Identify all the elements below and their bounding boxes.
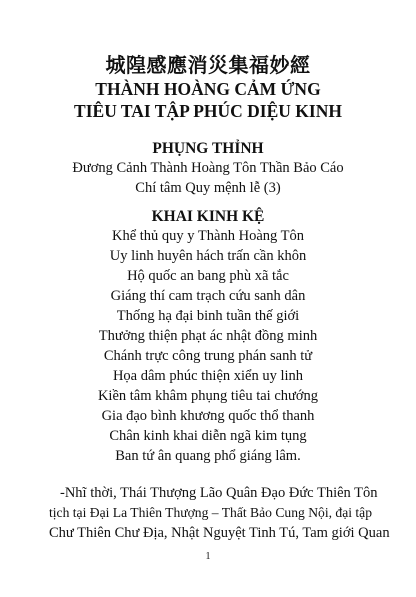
- title-line-2: TIÊU TAI TẬP PHÚC DIỆU KINH: [74, 101, 342, 121]
- verse-line: Chánh trực công trung phán sanh tử: [103, 348, 313, 364]
- verse-line: Uy linh huyên hách trấn cần khôn: [109, 248, 307, 264]
- title-line-1: THÀNH HOÀNG CẢM ỨNG: [95, 79, 321, 99]
- verse-line: Thưởng thiện phạt ác nhật đồng minh: [98, 328, 318, 344]
- text-line: Đương Cảnh Thành Hoàng Tôn Thần Bảo Cáo: [72, 160, 344, 176]
- paragraph-line: Chư Thiên Chư Địa, Nhật Nguyệt Tinh Tú, Tam giới Quan: [49, 525, 390, 541]
- verse-line: Khể thủ quy y Thành Hoàng Tôn: [112, 228, 304, 244]
- section-heading-khai-kinh-ke: KHAI KINH KỆ: [151, 208, 265, 225]
- text-line: Chí tâm Quy mệnh lễ (3): [135, 180, 281, 196]
- paragraph-line: tịch tại Đại La Thiên Thượng – Thất Bảo Cung Nội, đại tập: [49, 505, 373, 520]
- paragraph-line: -Nhĩ thời, Thái Thượng Lão Quân Đạo Đức Thiên Tôn: [60, 485, 378, 501]
- verse-line: Kiền tâm khâm phụng tiêu tai chướng: [97, 388, 319, 404]
- verse-line: Ban tứ ân quang phổ giáng lâm.: [115, 448, 301, 464]
- chinese-title: 城隍感應消災集福妙經: [105, 53, 311, 77]
- verse-line: Gia đạo bình khương quốc thổ thanh: [101, 408, 315, 424]
- verse-line: Họa dâm phúc thiện xiển uy linh: [112, 368, 304, 384]
- verse-line: Thống hạ đại binh tuần thế giới: [116, 308, 300, 324]
- section-heading-phung-thinh: PHỤNG THỈNH: [152, 140, 264, 157]
- verse-line: Giáng thí cam trạch cứu sanh dân: [110, 288, 306, 304]
- page-number: 1: [205, 551, 211, 562]
- verse-line: Chân kinh khai diễn ngã kim tụng: [109, 428, 307, 444]
- verse-line: Hộ quốc an bang phù xã tắc: [127, 268, 289, 284]
